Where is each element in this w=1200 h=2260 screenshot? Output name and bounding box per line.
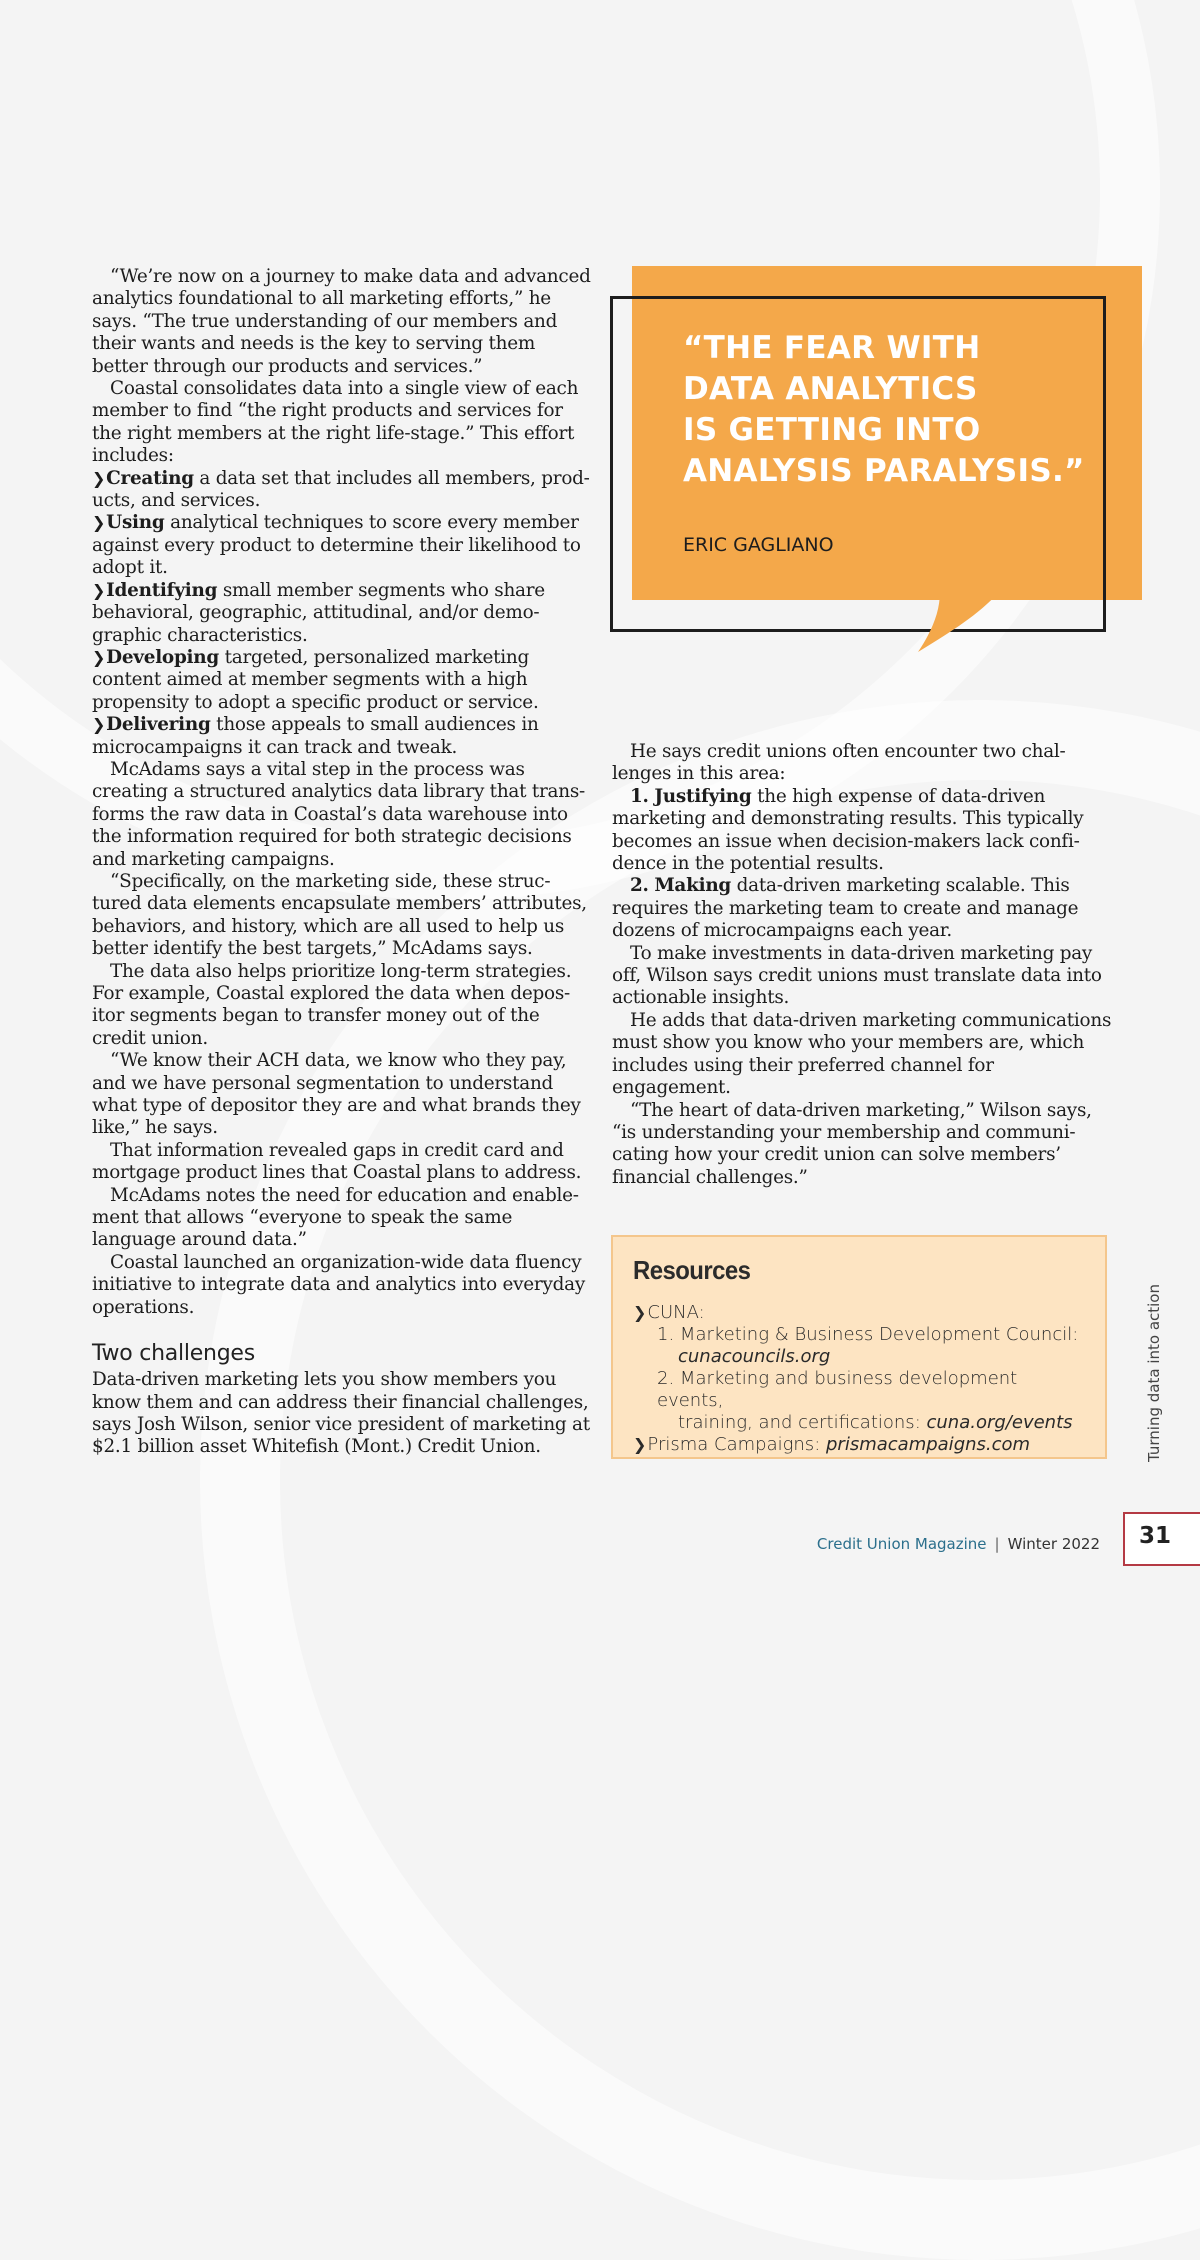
chevron-right-icon: ❯ bbox=[92, 715, 106, 735]
paragraph: Coastal launched an organization-wide data fluency initiative to integrate data and analytics into everyday operations. bbox=[92, 1251, 585, 1318]
pull-quote-line: IS GETTING INTO bbox=[683, 412, 981, 448]
bullet-lead: Using bbox=[106, 512, 165, 534]
resource-text: Marketing & Business Development Council: bbox=[679, 1324, 1079, 1345]
paragraph: Data-driven marketing lets you show members you know them and can address their financial challenges, says Josh Wilson, senior vice president of marketing at $2.1 billion asset Whitefish (Mont.) Credit Union. bbox=[92, 1369, 590, 1458]
item-number: 2. bbox=[630, 875, 649, 897]
item-number: 1. bbox=[657, 1324, 675, 1345]
paragraph: McAdams says a vital step in the process was creating a structured analytics data library that trans-forms the raw data in Coastal’s data warehouse into the information required for both strategic decisions and marketing campaigns. bbox=[92, 758, 586, 870]
chevron-right-icon: ❯ bbox=[92, 580, 106, 600]
chevron-right-icon: ❯ bbox=[633, 1435, 647, 1454]
resource-group bbox=[633, 1434, 1085, 1456]
pull-quote-line: ANALYSIS PARALYSIS.” bbox=[683, 453, 1085, 489]
side-label-text: Turning data into action bbox=[1145, 1284, 1163, 1462]
paragraph: He says credit unions often encounter two chal-lenges in this area: bbox=[612, 741, 1066, 785]
resource-text: Marketing and business development events, bbox=[657, 1368, 1018, 1411]
pull-quote-text bbox=[683, 328, 1103, 492]
section-side-label bbox=[1145, 1282, 1165, 1462]
page-number: 31 bbox=[1139, 1523, 1172, 1549]
resource-item bbox=[633, 1368, 1085, 1434]
bullet-text: analytical techniques to score every member against every product to determine their likelihood to adopt it. bbox=[92, 512, 581, 579]
numbered-item bbox=[612, 875, 1112, 942]
bullet-lead: Identifying bbox=[106, 579, 218, 601]
numbered-item bbox=[612, 786, 1112, 876]
speech-bubble-tail-icon bbox=[910, 554, 1030, 654]
paragraph: The data also helps prioritize long-term strategies. For example, Coastal explored the data when depos-itor segments began to transfer money out of the credit union. bbox=[92, 960, 572, 1049]
resources-box bbox=[611, 1235, 1107, 1459]
item-number: 2. bbox=[657, 1368, 675, 1389]
bullet-item bbox=[92, 468, 592, 513]
resource-label: Prisma Campaigns: bbox=[647, 1434, 821, 1455]
bullet-item bbox=[92, 580, 592, 647]
resource-label: CUNA: bbox=[647, 1302, 705, 1323]
resource-text: training, and certifications: bbox=[678, 1412, 921, 1433]
chevron-right-icon: ❯ bbox=[92, 513, 106, 533]
chevron-right-icon: ❯ bbox=[92, 468, 106, 488]
pull-quote-author: ERIC GAGLIANO bbox=[683, 534, 834, 556]
paragraph: “We’re now on a journey to make data and advanced analytics foundational to all marketing efforts,” he says. “The true understanding of our members and their wants and needs is the key to serving them better through our products and services.” bbox=[92, 266, 591, 377]
paragraph: McAdams notes the need for education and enable-ment that allows “everyone to speak the same language around data.” bbox=[92, 1184, 579, 1251]
page-number-box bbox=[1123, 1512, 1200, 1566]
paragraph: “Specifically, on the marketing side, these struc-tured data elements encapsulate members’ attributes, behaviors, and history, which are all used to help us better identify the best targets,” McAdams says. bbox=[92, 870, 587, 960]
bullet-text: small member segments who share behavioral, geographic, attitudinal, and/or demo-graphic characteristics. bbox=[92, 579, 545, 646]
bullet-lead: Creating bbox=[106, 467, 194, 489]
pull-quote-line: DATA ANALYTICS bbox=[683, 371, 978, 407]
paragraph: Coastal consolidates data into a single view of each member to find “the right products and services for the right members at the right life-stage.” This effort includes: bbox=[92, 378, 579, 467]
item-lead: Making bbox=[654, 875, 732, 897]
item-number: 1. bbox=[630, 785, 649, 807]
pull-quote bbox=[610, 266, 1140, 686]
bullet-item bbox=[92, 512, 592, 579]
bullet-lead: Delivering bbox=[106, 714, 211, 736]
item-text: the high expense of data-driven marketing and demonstrating results. This typically becomes an issue when decision-makers lack confi-dence in the potential results. bbox=[612, 785, 1084, 875]
pull-quote-line: “THE FEAR WITH bbox=[683, 330, 981, 366]
magazine-name: Credit Union Magazine bbox=[816, 1535, 987, 1553]
resource-group bbox=[633, 1302, 1085, 1324]
section-subheading: Two challenges bbox=[92, 1341, 255, 1367]
resource-link[interactable]: cunacouncils.org bbox=[678, 1346, 831, 1367]
bullet-item bbox=[92, 714, 592, 759]
bullet-text: targeted, personalized marketing content aimed at member segments with a high propensity to adopt a specific product or service. bbox=[92, 646, 539, 713]
resource-link[interactable]: prismacampaigns.com bbox=[826, 1434, 1031, 1455]
bullet-text: those appeals to small audiences in microcampaigns it can track and tweak. bbox=[92, 714, 539, 758]
left-column bbox=[92, 266, 592, 1459]
bullet-lead: Developing bbox=[106, 646, 220, 668]
paragraph: He adds that data-driven marketing communications must show you know who your members are, which includes using their preferred channel for engagement. bbox=[612, 1009, 1112, 1099]
resource-item bbox=[633, 1324, 1085, 1368]
chevron-right-icon: ❯ bbox=[92, 647, 106, 667]
issue-date: Winter 2022 bbox=[1007, 1535, 1100, 1553]
bullet-text: a data set that includes all members, prod-ucts, and services. bbox=[92, 467, 590, 512]
paragraph: That information revealed gaps in credit card and mortgage product lines that Coastal plans to address. bbox=[92, 1139, 582, 1184]
chevron-right-icon: ❯ bbox=[633, 1303, 647, 1322]
bullet-item bbox=[92, 647, 592, 714]
item-lead: Justifying bbox=[654, 785, 752, 807]
page-footer bbox=[817, 1535, 1100, 1553]
footer-separator: | bbox=[994, 1535, 1000, 1553]
paragraph: “The heart of data-driven marketing,” Wilson says, “is understanding your membership and communi-cating how your credit union can solve members’ financial challenges.” bbox=[612, 1099, 1092, 1188]
paragraph: To make investments in data-driven marketing pay off, Wilson says credit unions must translate data into actionable insights. bbox=[612, 942, 1102, 1009]
resources-title: Resources bbox=[633, 1255, 751, 1285]
item-text: data-driven marketing scalable. This requires the marketing team to create and manage dozens of microcampaigns each year. bbox=[612, 875, 1079, 942]
paragraph: “We know their ACH data, we know who they pay, and we have personal segmentation to understand what type of depositor they are and what brands they like,” he says. bbox=[92, 1050, 581, 1139]
resource-link[interactable]: cuna.org/events bbox=[926, 1412, 1073, 1433]
right-column bbox=[612, 741, 1112, 1189]
